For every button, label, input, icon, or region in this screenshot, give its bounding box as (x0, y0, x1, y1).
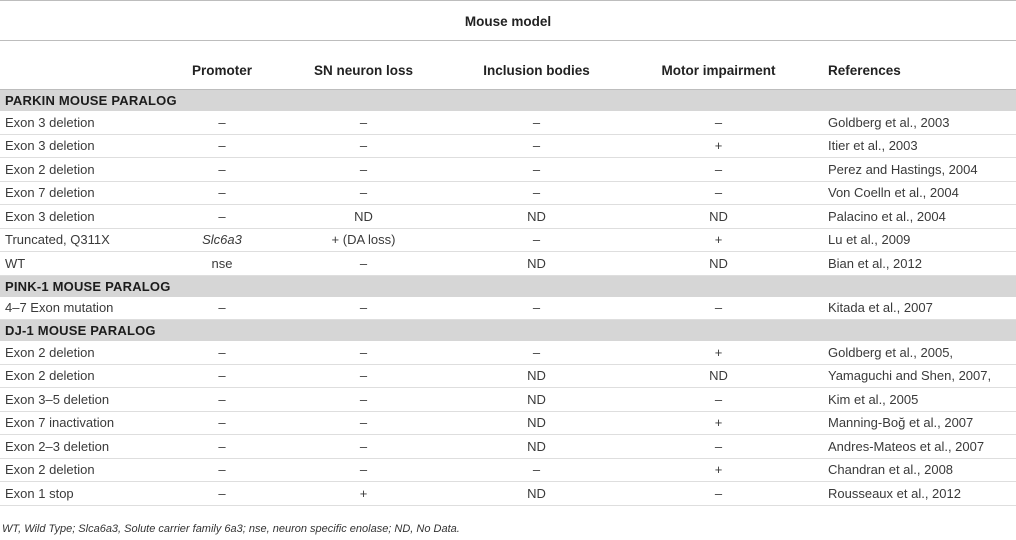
cell-inclusion-bodies: ND (450, 411, 623, 435)
cell-model: Exon 2 deletion (0, 458, 167, 482)
cell-model: Exon 2–3 deletion (0, 435, 167, 459)
cell-inclusion-bodies: – (450, 341, 623, 364)
cell-promoter: – (167, 411, 277, 435)
cell-promoter: – (167, 364, 277, 388)
cell-sn-neuron-loss: – (277, 364, 450, 388)
cell-reference: Andres-Mateos et al., 2007 (814, 435, 1016, 459)
cell-reference: Kitada et al., 2007 (814, 297, 1016, 320)
cell-motor-impairment: – (623, 482, 814, 506)
cell-motor-impairment: + (623, 228, 814, 252)
cell-promoter: Slc6a3 (167, 228, 277, 252)
section-label: PARKIN MOUSE PARALOG (0, 90, 1016, 112)
cell-motor-impairment: ND (623, 205, 814, 229)
section-label: PINK-1 MOUSE PARALOG (0, 275, 1016, 297)
table-row (0, 297, 1016, 320)
cell-inclusion-bodies: ND (450, 205, 623, 229)
cell-promoter: nse (167, 252, 277, 276)
table-title-row (0, 1, 1016, 41)
cell-reference: Rousseaux et al., 2012 (814, 482, 1016, 506)
cell-sn-neuron-loss: + (DA loss) (277, 228, 450, 252)
cell-sn-neuron-loss: + (277, 482, 450, 506)
section-label: DJ-1 MOUSE PARALOG (0, 320, 1016, 342)
column-header-sn-neuron-loss: SN neuron loss (277, 51, 450, 90)
cell-sn-neuron-loss: ND (277, 205, 450, 229)
cell-sn-neuron-loss: – (277, 181, 450, 205)
table-row (0, 458, 1016, 482)
cell-motor-impairment: ND (623, 252, 814, 276)
cell-inclusion-bodies: ND (450, 388, 623, 412)
section-row (0, 275, 1016, 297)
cell-promoter: – (167, 458, 277, 482)
cell-inclusion-bodies: – (450, 111, 623, 134)
table-title: Mouse model (0, 1, 1016, 41)
section-row (0, 90, 1016, 112)
cell-motor-impairment: + (623, 411, 814, 435)
cell-model: Exon 3 deletion (0, 111, 167, 134)
table-footnote: WT, Wild Type; Slca6a3, Solute carrier family 6a3; nse, neuron specific enolase; ND, No Data. (2, 523, 460, 535)
cell-model: Truncated, Q311X (0, 228, 167, 252)
cell-sn-neuron-loss: – (277, 252, 450, 276)
column-header-promoter: Promoter (167, 51, 277, 90)
cell-motor-impairment: – (623, 297, 814, 320)
cell-model: 4–7 Exon mutation (0, 297, 167, 320)
cell-promoter: – (167, 482, 277, 506)
cell-promoter: – (167, 111, 277, 134)
spacer-row (0, 41, 1016, 52)
table-row (0, 341, 1016, 364)
cell-inclusion-bodies: – (450, 228, 623, 252)
cell-model: Exon 3 deletion (0, 205, 167, 229)
section-row (0, 320, 1016, 342)
table-row (0, 134, 1016, 158)
cell-promoter: – (167, 297, 277, 320)
cell-sn-neuron-loss: – (277, 158, 450, 182)
cell-inclusion-bodies: – (450, 158, 623, 182)
table-row (0, 205, 1016, 229)
cell-motor-impairment: – (623, 435, 814, 459)
column-header-references: References (814, 51, 1016, 90)
cell-sn-neuron-loss: – (277, 388, 450, 412)
cell-promoter: – (167, 134, 277, 158)
cell-reference: Goldberg et al., 2005, (814, 341, 1016, 364)
cell-motor-impairment: – (623, 111, 814, 134)
cell-promoter: – (167, 435, 277, 459)
table-row (0, 111, 1016, 134)
table-row (0, 364, 1016, 388)
cell-motor-impairment: ND (623, 364, 814, 388)
cell-inclusion-bodies: ND (450, 252, 623, 276)
cell-inclusion-bodies: ND (450, 435, 623, 459)
cell-motor-impairment: – (623, 388, 814, 412)
table-row (0, 411, 1016, 435)
cell-reference: Palacino et al., 2004 (814, 205, 1016, 229)
cell-motor-impairment: + (623, 341, 814, 364)
cell-model: Exon 2 deletion (0, 158, 167, 182)
cell-inclusion-bodies: – (450, 458, 623, 482)
cell-inclusion-bodies: – (450, 297, 623, 320)
cell-inclusion-bodies: ND (450, 482, 623, 506)
cell-reference: Yamaguchi and Shen, 2007, (814, 364, 1016, 388)
table-row (0, 158, 1016, 182)
cell-sn-neuron-loss: – (277, 111, 450, 134)
cell-promoter: – (167, 205, 277, 229)
cell-model: Exon 7 deletion (0, 181, 167, 205)
table-row (0, 388, 1016, 412)
cell-reference: Von Coelln et al., 2004 (814, 181, 1016, 205)
cell-inclusion-bodies: – (450, 181, 623, 205)
cell-reference: Kim et al., 2005 (814, 388, 1016, 412)
cell-sn-neuron-loss: – (277, 134, 450, 158)
cell-inclusion-bodies: ND (450, 364, 623, 388)
cell-inclusion-bodies: – (450, 134, 623, 158)
cell-model: Exon 1 stop (0, 482, 167, 506)
cell-model: Exon 2 deletion (0, 341, 167, 364)
cell-motor-impairment: – (623, 181, 814, 205)
cell-motor-impairment: – (623, 158, 814, 182)
cell-sn-neuron-loss: – (277, 435, 450, 459)
cell-motor-impairment: + (623, 458, 814, 482)
cell-sn-neuron-loss: – (277, 297, 450, 320)
cell-sn-neuron-loss: – (277, 458, 450, 482)
cell-motor-impairment: + (623, 134, 814, 158)
cell-sn-neuron-loss: – (277, 411, 450, 435)
cell-model: WT (0, 252, 167, 276)
cell-reference: Itier et al., 2003 (814, 134, 1016, 158)
cell-promoter: – (167, 388, 277, 412)
cell-reference: Chandran et al., 2008 (814, 458, 1016, 482)
column-header-inclusion-bodies: Inclusion bodies (450, 51, 623, 90)
column-header-row (0, 51, 1016, 90)
table-row (0, 252, 1016, 276)
cell-promoter: – (167, 158, 277, 182)
cell-model: Exon 3 deletion (0, 134, 167, 158)
cell-promoter: – (167, 341, 277, 364)
table-row (0, 435, 1016, 459)
cell-sn-neuron-loss: – (277, 341, 450, 364)
cell-reference: Lu et al., 2009 (814, 228, 1016, 252)
cell-reference: Manning-Boğ et al., 2007 (814, 411, 1016, 435)
cell-model: Exon 2 deletion (0, 364, 167, 388)
table-row (0, 482, 1016, 506)
table-body (0, 90, 1016, 506)
cell-model: Exon 3–5 deletion (0, 388, 167, 412)
cell-reference: Goldberg et al., 2003 (814, 111, 1016, 134)
cell-reference: Bian et al., 2012 (814, 252, 1016, 276)
cell-reference: Perez and Hastings, 2004 (814, 158, 1016, 182)
cell-promoter: – (167, 181, 277, 205)
cell-model: Exon 7 inactivation (0, 411, 167, 435)
column-header-model (0, 51, 167, 90)
table-row (0, 228, 1016, 252)
table-row (0, 181, 1016, 205)
column-header-motor-impairment: Motor impairment (623, 51, 814, 90)
